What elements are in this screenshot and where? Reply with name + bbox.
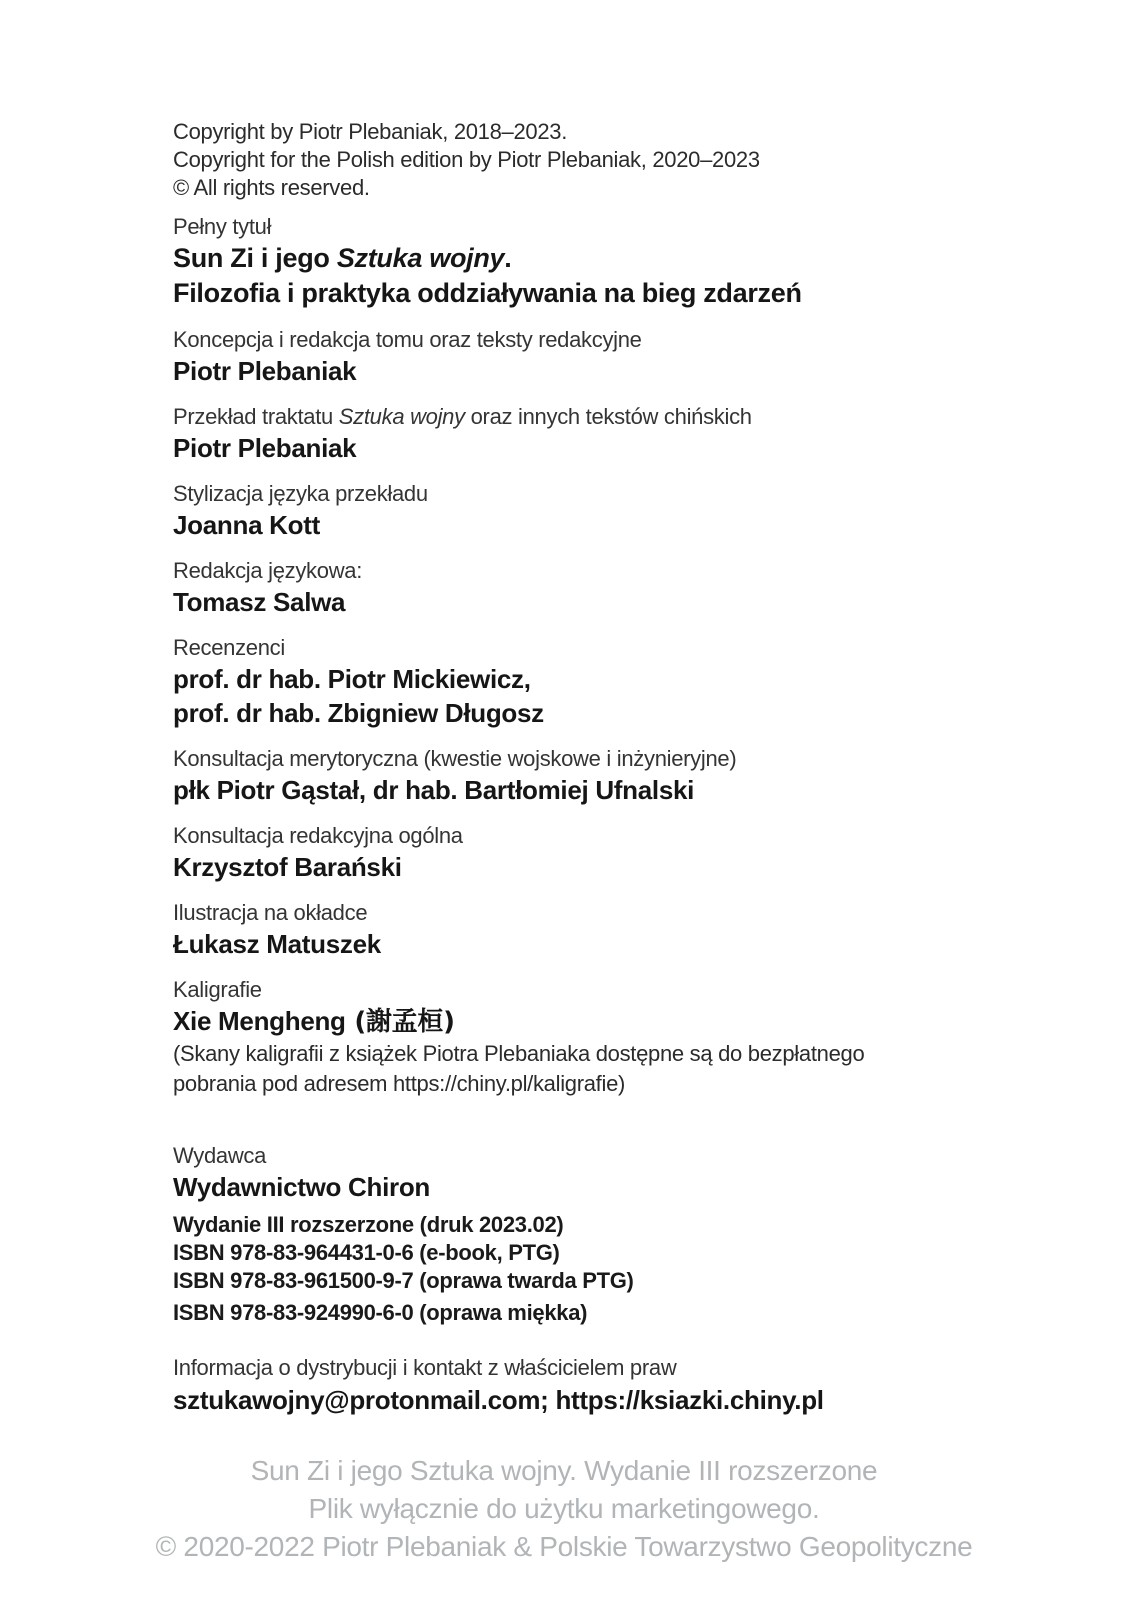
credit-section-ilustracja	[173, 898, 1078, 961]
credit-label: Konsultacja redakcyjna ogólna	[173, 823, 463, 848]
calligrapher-name: Xie Mengheng	[173, 1006, 346, 1036]
contact-line	[173, 1382, 1078, 1418]
kaligrafie-download-link[interactable]: https://chiny.pl/kaligrafie	[392, 1071, 619, 1096]
full-title-label: Pełny tytuł	[173, 214, 272, 239]
credit-label	[173, 402, 1078, 431]
credit-section-recenzenci	[173, 633, 1078, 730]
credit-label: Konsultacja merytoryczna (kwestie wojskowe i inżynieryjne)	[173, 746, 737, 771]
copyright-line-2: Copyright for the Polish edition by Piotr Plebaniak, 2020–2023	[173, 147, 760, 172]
isbn-hardcover: ISBN 978-83-961500-9-7 (oprawa twarda PTG)	[173, 1268, 634, 1293]
credit-label-suffix: oraz innych tekstów chińskich	[464, 404, 752, 429]
copyright-line-3: © All rights reserved.	[173, 175, 370, 200]
credit-label: Stylizacja języka przekładu	[173, 481, 428, 506]
credit-label-prefix: Przekład traktatu	[173, 404, 339, 429]
credit-label-italic: Sztuka wojny	[338, 404, 465, 429]
credit-name: Piotr Plebaniak	[173, 356, 357, 386]
contact-separator: ;	[540, 1385, 556, 1415]
credit-section-stylizacja	[173, 479, 1078, 542]
book-title-suffix: .	[504, 243, 512, 273]
publisher-name: Wydawnictwo Chiron	[173, 1172, 431, 1202]
credit-name: Piotr Plebaniak	[173, 433, 357, 463]
book-title-italic: Sztuka wojny	[336, 243, 505, 273]
kaligrafie-note-line-2	[173, 1069, 1078, 1099]
kaligrafie-note-suffix: )	[618, 1071, 626, 1096]
book-title-prefix: Sun Zi i jego	[173, 243, 337, 273]
credit-label: Ilustracja na okładce	[173, 900, 368, 925]
book-title-line-1	[173, 241, 1078, 276]
copyright-block	[173, 118, 1078, 202]
credit-label: Redakcja językowa:	[173, 558, 363, 583]
credit-name-line-2: prof. dr hab. Zbigniew Długosz	[173, 698, 544, 728]
credit-label: Koncepcja i redakcja tomu oraz teksty redakcyjne	[173, 327, 642, 352]
credit-name: Tomasz Salwa	[173, 587, 346, 617]
kaligrafie-note-line-1: (Skany kaligrafii z książek Piotra Plebaniaka dostępne są do bezpłatnego	[173, 1041, 865, 1066]
credit-section-kaligrafie	[173, 975, 1078, 1099]
credit-name-line-1: prof. dr hab. Piotr Mickiewicz,	[173, 664, 531, 694]
credit-section-koncepcja	[173, 325, 1078, 388]
publisher-label: Wydawca	[173, 1143, 267, 1168]
full-title-section	[173, 212, 1078, 311]
credit-section-przeklad	[173, 402, 1078, 465]
distribution-label: Informacja o dystrybucji i kontakt z właścicielem praw	[173, 1355, 677, 1380]
book-title-line-2: Filozofia i praktyka oddziaływania na bieg zdarzeń	[173, 278, 802, 308]
credit-section-konsultacja-redakcyjna	[173, 821, 1078, 884]
credit-section-redakcja	[173, 556, 1078, 619]
credit-section-konsultacja-merytoryczna	[173, 744, 1078, 807]
credit-name	[173, 1004, 1078, 1039]
contact-email-link[interactable]: sztukawojny@protonmail.com	[173, 1385, 541, 1415]
credit-name: Joanna Kott	[173, 510, 320, 540]
credit-name: Łukasz Matuszek	[173, 929, 381, 959]
edition-info: Wydanie III rozszerzone (druk 2023.02)	[173, 1212, 564, 1237]
credit-label: Kaligrafie	[173, 977, 262, 1002]
credit-name: płk Piotr Gąstał, dr hab. Bartłomiej Ufnalski	[173, 775, 695, 805]
kaligrafie-note-prefix: pobrania pod adresem	[173, 1071, 393, 1096]
copyright-line-1: Copyright by Piotr Plebaniak, 2018–2023.	[173, 119, 568, 144]
contact-url-link[interactable]: https://ksiazki.chiny.pl	[555, 1385, 824, 1415]
calligrapher-cjk-name: (謝孟桓)	[345, 1007, 455, 1037]
watermark-line-3: © 2020-2022 Piotr Plebaniak & Polskie Towarzystwo Geopolityczne	[155, 1531, 973, 1562]
distribution-section	[173, 1353, 1078, 1418]
watermark-footer	[0, 1452, 1128, 1566]
credit-name: Krzysztof Barański	[173, 852, 402, 882]
watermark-line-2: Plik wyłącznie do użytku marketingowego.	[308, 1493, 820, 1524]
watermark-line-1: Sun Zi i jego Sztuka wojny. Wydanie III rozszerzone	[250, 1455, 878, 1486]
isbn-ebook: ISBN 978-83-964431-0-6 (e-book, PTG)	[173, 1240, 560, 1265]
isbn-softcover: ISBN 978-83-924990-6-0 (oprawa miękka)	[173, 1300, 588, 1325]
publisher-section	[173, 1141, 1078, 1327]
credit-label: Recenzenci	[173, 635, 285, 660]
